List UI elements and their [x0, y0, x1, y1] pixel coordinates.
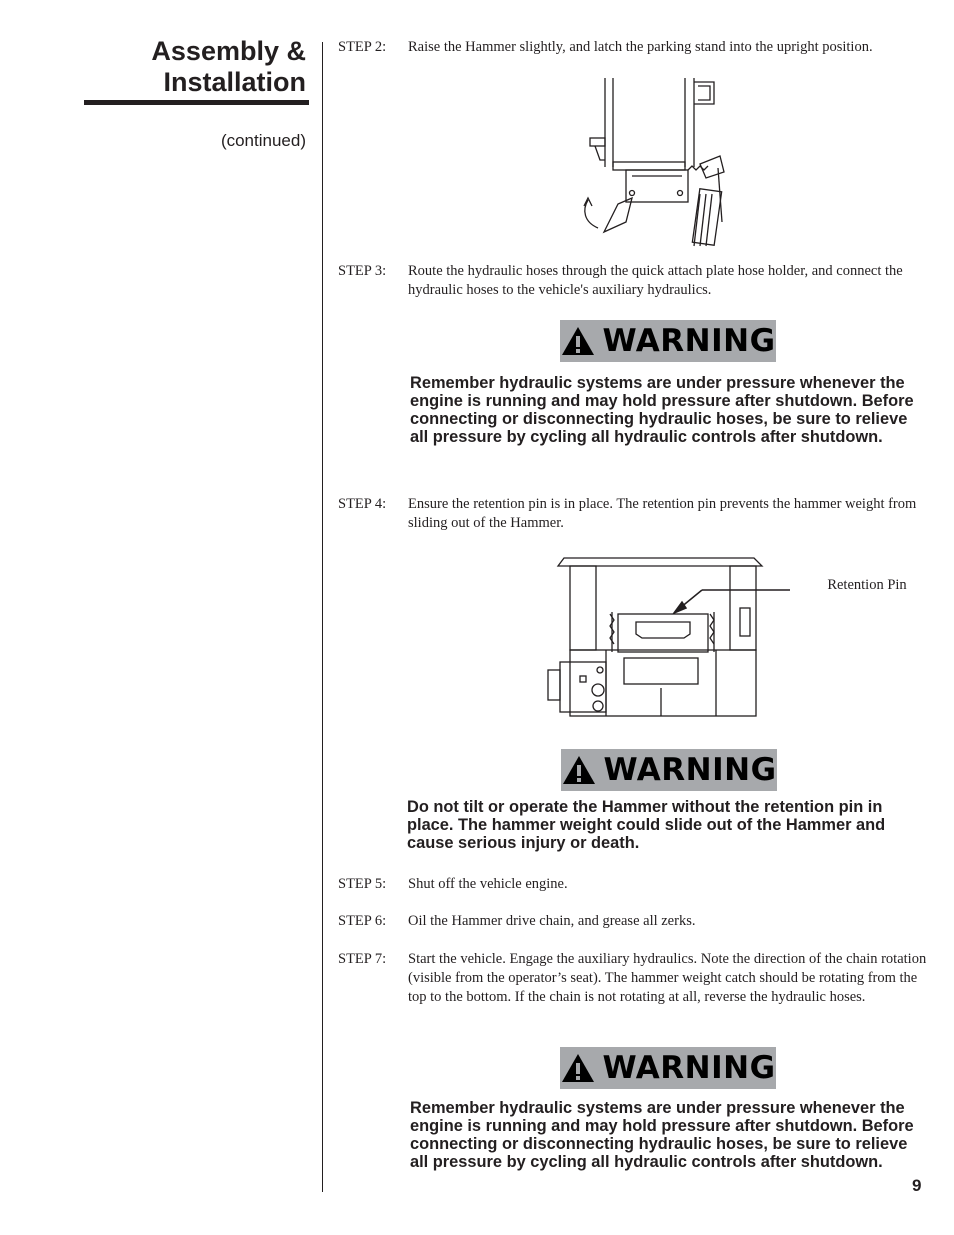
step-text: Ensure the retention pin is in place. The retention pin prevents the hammer weight from sliding out of the Hammer. — [408, 496, 917, 531]
warning-badge — [561, 749, 777, 791]
warning-badge — [560, 320, 776, 362]
continued-label: (continued) — [220, 131, 306, 150]
parking-stand-figure — [570, 72, 750, 250]
step-3 — [338, 262, 928, 302]
step-label: STEP 2: — [338, 39, 387, 55]
column-divider — [322, 42, 323, 1192]
retention-pin-figure — [540, 552, 820, 718]
warning-message: Remember hydraulic systems are under pressure whenever the engine is running and may hold pressure after shutdown. Before connecting or disconnecting hydraulic hoses, be sure to relieve all pressure by cycling all hydraulic controls after shutdown. — [410, 374, 914, 446]
warning-triangle-icon — [561, 754, 597, 786]
section-title: Assembly & Installation — [151, 36, 306, 97]
step-label: STEP 4: — [338, 496, 387, 512]
step-label: STEP 6: — [338, 913, 387, 929]
step-2 — [338, 38, 918, 58]
step-text: Oil the Hammer drive chain, and grease all zerks. — [408, 913, 696, 929]
step-text: Route the hydraulic hoses through the quick attach plate hose holder, and connect the hydraulic hoses to the vehicle's auxiliary hydraulics. — [408, 263, 903, 298]
step-label: STEP 3: — [338, 263, 387, 279]
step-7 — [338, 950, 933, 1028]
warning-message: Remember hydraulic systems are under pressure whenever the engine is running and may hold pressure after shutdown. Before connecting or disconnecting hydraulic hoses, be sure to relieve all pressure by cycling all hydraulic controls after shutdown. — [410, 1099, 914, 1171]
step-text: Start the vehicle. Engage the auxiliary hydraulics. Note the direction of the chain rotation (visible from the operator’s seat). The hammer weight catch should be rotating from the top to the bottom. If the chain is not rotating at all, reverse the hydraulic hoses. — [408, 951, 927, 1005]
warning-label: WARNING — [603, 752, 777, 788]
retention-pin-callout: Retention Pin — [827, 577, 907, 593]
title-rule — [84, 100, 309, 105]
warning-badge — [560, 1047, 776, 1089]
warning-message: Do not tilt or operate the Hammer without the retention pin in place. The hammer weight could slide out of the Hammer and cause serious injury or death. — [407, 798, 886, 852]
warning-triangle-icon — [560, 325, 596, 357]
page-number: 9 — [912, 1176, 922, 1195]
step-4 — [338, 495, 933, 535]
step-5 — [338, 875, 928, 895]
warning-label: WARNING — [602, 323, 776, 359]
warning-triangle-icon — [560, 1052, 596, 1084]
step-label: STEP 7: — [338, 951, 387, 967]
step-6 — [338, 912, 928, 932]
warning-label: WARNING — [602, 1050, 776, 1086]
step-label: STEP 5: — [338, 876, 387, 892]
step-text: Shut off the vehicle engine. — [408, 876, 568, 892]
step-text: Raise the Hammer slightly, and latch the parking stand into the upright position. — [408, 39, 873, 55]
